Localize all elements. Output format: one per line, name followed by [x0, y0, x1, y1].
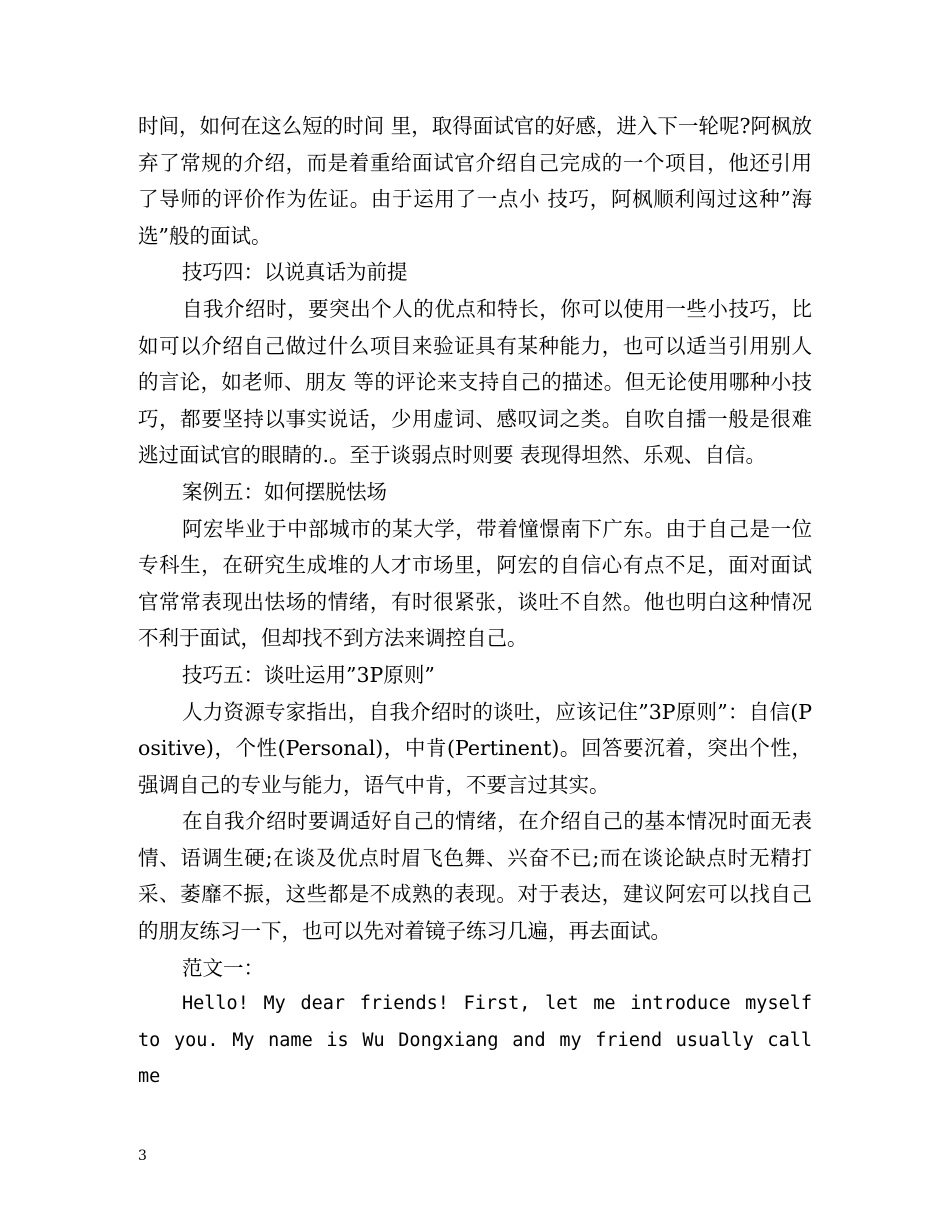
- paragraph-english-sample: Hello! My dear friends! First, let me introduce myself to you. My name is Wu Dongxiang and my friend usually call me: [138, 993, 812, 1088]
- paragraph-3p-principle: 人力资源专家指出，自我介绍时的谈吐，应该记住”3P原则”：自信(Positive)，个性(Personal)，中肯(Pertinent)。回答要沉着，突出个性，强调自己的专业与能力，语气中肯，不要言过其实。: [138, 699, 812, 797]
- heading-case-five: 案例五：如何摆脱怯场: [182, 479, 387, 504]
- heading-tip-five: 技巧五：谈吐运用”3P原则”: [182, 662, 435, 687]
- document-body: [138, 108, 812, 1096]
- page-number: 3: [138, 1148, 147, 1164]
- paragraph-emotion-advice: 在自我介绍时要调适好自己的情绪，在介绍自己的基本情况时面无表情、语调生硬;在谈及优点时眉飞色舞、兴奋不已;而在谈论缺点时无精打采、萎靡不振，这些都是不成熟的表现。对于表达，建议阿宏可以找自己的朋友练习一下，也可以先对着镜子练习几遍，再去面试。: [138, 809, 812, 944]
- paragraph-tip-four-body: 自我介绍时，要突出个人的优点和特长，你可以使用一些小技巧，比如可以介绍自己做过什么项目来验证具有某种能力，也可以适当引用别人的言论，如老师、朋友 等的评论来支持自己的描述。但无论使用哪种小技巧，都要坚持以事实说话，少用虚词、感叹词之类。自吹自擂一般是很难逃过面试官的眼睛的.。至于谈弱点时则要 表现得坦然、乐观、自信。: [138, 296, 812, 468]
- paragraph-continuation: 时间，如何在这么短的时间 里，取得面试官的好感，进入下一轮呢?阿枫放弃了常规的介绍，而是着重给面试官介绍自己完成的一个项目，他还引用了导师的评价作为佐证。由于运用了一点小 技巧，阿枫顺利闯过这种”海选”般的面试。: [138, 114, 812, 248]
- heading-sample-one: 范文一：: [182, 955, 264, 980]
- paragraph-case-five-body: 阿宏毕业于中部城市的某大学，带着憧憬南下广东。由于自己是一位专科生，在研究生成堆的人才市场里，阿宏的自信心有点不足，面对面试官常常表现出怯场的情绪，有时很紧张，谈吐不自然。他也明白这种情况不利于面试，但却找不到方法来调控自己。: [138, 516, 812, 651]
- heading-tip-four: 技巧四：以说真话为前提: [182, 260, 408, 285]
